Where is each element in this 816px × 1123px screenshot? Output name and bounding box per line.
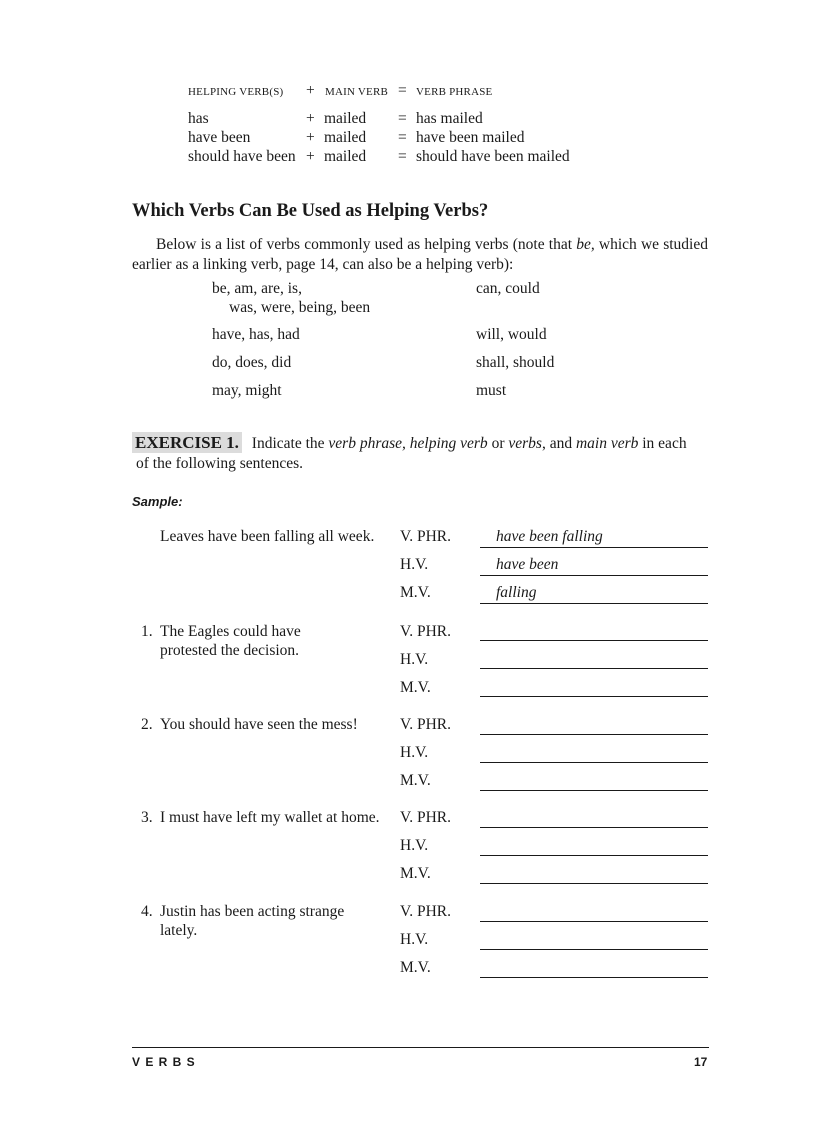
label-main-verb: M.V. — [400, 772, 431, 789]
item-sentence: You should have seen the mess! — [160, 716, 358, 733]
item-number: 1. — [141, 623, 153, 640]
sample-answer: falling — [496, 584, 537, 601]
formula-row-equals: = — [398, 129, 407, 146]
answer-line[interactable] — [480, 855, 708, 856]
answer-line[interactable] — [480, 696, 708, 697]
item-sentence: Justin has been acting strange — [160, 903, 345, 920]
label-main-verb: M.V. — [400, 865, 431, 882]
answer-line — [480, 575, 708, 576]
intro-text-2: which we studied earlier as a linking verb, page 14, can also be a helping verb): — [132, 236, 708, 273]
verb-list-item: may, might — [212, 382, 282, 399]
answer-line[interactable] — [480, 977, 708, 978]
label-verb-phrase: V. PHR. — [400, 903, 451, 920]
answer-line[interactable] — [480, 668, 708, 669]
exercise-emphasis: verb phrase, helping verb — [328, 435, 488, 452]
item-sentence: lately. — [160, 922, 198, 939]
item-number: 2. — [141, 716, 153, 733]
verb-list-item: have, has, had — [212, 326, 300, 343]
verb-list-item: will, would — [476, 326, 547, 343]
exercise-instructions — [132, 433, 687, 453]
exercise-text: in each — [638, 435, 687, 452]
formula-row-helping: has — [188, 110, 209, 127]
formula-row-plus: + — [306, 110, 315, 127]
exercise-text: or — [487, 435, 509, 452]
section-heading: Which Verbs Can Be Used as Helping Verbs? — [132, 201, 489, 221]
label-helping-verb: H.V. — [400, 744, 429, 761]
formula-row-phrase: have been mailed — [416, 129, 525, 146]
answer-line[interactable] — [480, 734, 708, 735]
answer-line — [480, 547, 708, 548]
exercise-text: Indicate the — [251, 435, 329, 452]
formula-row-plus: + — [306, 148, 315, 165]
answer-line[interactable] — [480, 790, 708, 791]
answer-line[interactable] — [480, 640, 708, 641]
sample-sentence: Leaves have been falling all week. — [160, 528, 375, 545]
answer-line[interactable] — [480, 921, 708, 922]
exercise-label: EXERCISE 1. — [132, 432, 242, 453]
formula-row-phrase: should have been mailed — [416, 148, 570, 165]
label-helping-verb: H.V. — [400, 651, 429, 668]
item-sentence: The Eagles could have — [160, 623, 301, 640]
verb-list-item: must — [476, 382, 507, 399]
label-main-verb: M.V. — [400, 679, 431, 696]
item-sentence: I must have left my wallet at home. — [160, 809, 380, 826]
exercise-emphasis: main verb — [575, 435, 639, 452]
formula-row-phrase: has mailed — [416, 110, 483, 127]
verb-list-item: do, does, did — [212, 354, 292, 371]
label-verb-phrase: V. PHR. — [400, 528, 451, 545]
label-helping-verb: H.V. — [400, 556, 429, 573]
exercise-emphasis: verbs — [508, 435, 542, 452]
answer-line[interactable] — [480, 883, 708, 884]
formula-header-phrase: VERB PHRASE — [416, 86, 493, 98]
formula-row-main: mailed — [324, 148, 367, 165]
footer-rule — [132, 1047, 709, 1048]
answer-line[interactable] — [480, 949, 708, 950]
formula-header-equals: = — [398, 82, 407, 99]
item-number: 4. — [141, 903, 153, 920]
formula-row-helping: have been — [188, 129, 251, 146]
footer-chapter: V E R B S — [132, 1055, 196, 1069]
sample-label: Sample: — [132, 494, 183, 509]
answer-line[interactable] — [480, 762, 708, 763]
formula-row-helping: should have been — [188, 148, 296, 165]
item-number: 3. — [141, 809, 153, 826]
intro-text-1: Below is a list of verbs commonly used as helping verbs (note that — [156, 236, 577, 253]
formula-header-plus: + — [306, 82, 315, 99]
label-verb-phrase: V. PHR. — [400, 809, 451, 826]
sample-answer: have been — [496, 556, 559, 573]
answer-line[interactable] — [480, 827, 708, 828]
formula-row-equals: = — [398, 148, 407, 165]
verb-list-item: can, could — [476, 280, 540, 297]
sample-answer: have been falling — [496, 528, 603, 545]
item-sentence: protested the decision. — [160, 642, 300, 659]
formula-row-main: mailed — [324, 129, 367, 146]
verb-list-item: was, were, being, been — [229, 299, 371, 316]
intro-paragraph — [132, 235, 708, 275]
exercise-instructions-line2: of the following sentences. — [136, 455, 304, 472]
formula-row-equals: = — [398, 110, 407, 127]
verb-list-item: shall, should — [476, 354, 555, 371]
formula-header-helping: HELPING VERB(S) — [188, 86, 284, 98]
formula-row-main: mailed — [324, 110, 367, 127]
formula-row-plus: + — [306, 129, 315, 146]
label-helping-verb: H.V. — [400, 931, 429, 948]
label-main-verb: M.V. — [400, 584, 431, 601]
formula-header-main: MAIN VERB — [325, 86, 389, 98]
page-number: 17 — [694, 1055, 708, 1069]
label-verb-phrase: V. PHR. — [400, 716, 451, 733]
label-helping-verb: H.V. — [400, 837, 429, 854]
answer-line — [480, 603, 708, 604]
verb-list-item: be, am, are, is, — [212, 280, 302, 297]
label-main-verb: M.V. — [400, 959, 431, 976]
label-verb-phrase: V. PHR. — [400, 623, 451, 640]
exercise-text: , and — [541, 435, 576, 452]
intro-emphasis: be, — [576, 236, 595, 253]
